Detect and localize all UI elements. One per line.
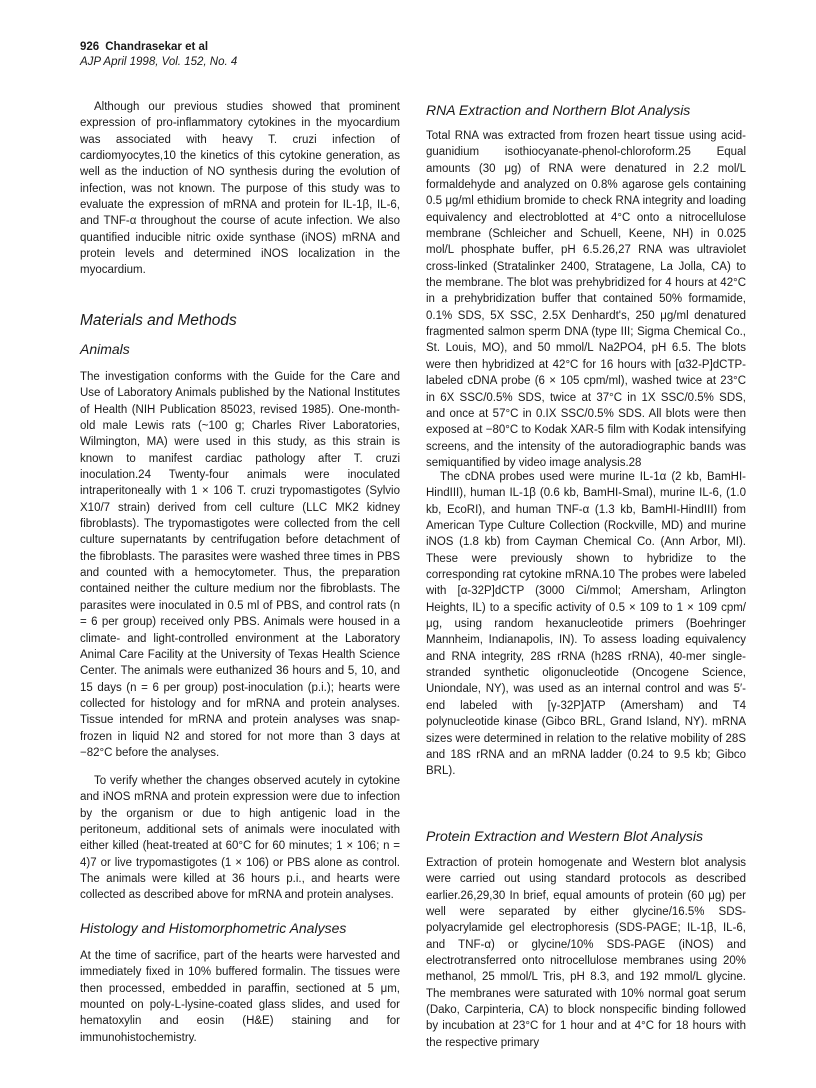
subsection-heading-animals: Animals	[80, 341, 130, 357]
section-heading-methods: Materials and Methods	[80, 312, 237, 329]
animals-paragraph-2: To verify whether the changes observed acutely in cytokine and iNOS mRNA and protein expression were due to infection by the organism or due to high antigenic load in the peritoneum, additional sets of animals were inoculated with either killed (heat-treated at 60°C for 60 minutes; 1 × 106; n = 4)7 or live trypomastigotes (1 × 106) or PBS alone as control. The animals were killed at 36 hours p.i., and hearts were collected as described above for mRNA and protein analyses.	[80, 775, 400, 902]
animals-paragraph-1: The investigation conforms with the Guide for the Care and Use of Laboratory Animals published by the National Institutes of Health (NIH Publication 85023, revised 1985). One-month-old male Lewis rats (~100 g; Charles River Laboratories, Wilmington, MA) were used in this study, as this strain is known to manifest cardiac pathology after T. cruzi inoculation.24 Twenty-four animals were inoculated intraperitoneally with 1 × 106 T. cruzi trypomastigotes (Sylvio X10/7 strain) derived from cell culture (LLC MK2 kidney fibroblasts). The trypomastigotes were collected from the cell culture supernatants by centrifugation before detachment of the fibroblasts. The parasites were washed three times in PBS and counted with a hemocytometer. Thus, the preparation contained neither the culture medium nor the fibroblasts. The parasites were inoculated in 0.5 ml of PBS, and control rats (n = 6 per group) received only PBS. Animals were housed in a climate- and light-controlled environment at the Laboratory Animal Care Facility at the University of Texas Health Science Center. The animals were euthanized 36 hours and 5, 10, and 15 days (n = 6 per group) post-inoculation (p.i.); hearts were collected for histology and for mRNA and protein analyses. Tissue intended for mRNA and protein analyses was snap-frozen in liquid N2 and stored for not more than 3 days at −82°C before the analyses.	[80, 371, 400, 759]
rna-paragraph-1: Total RNA was extracted from frozen heart tissue using acid-guanidium isothiocyanate-phenol-chloroform.25 Equal amounts (30 μg) of RNA were denatured in 2.2 mol/L formaldehyde and analyzed on 0.8% agarose gels containing 0.5 μg/ml ethidium bromide to check RNA integrity and loading equivalency and electroblotted at 4°C onto a nitrocellulose membrane (Schleicher and Schuell, Keene, NH) in 0.025 mol/L phosphate buffer, pH 6.5.26,27 RNA was ultraviolet cross-linked (Stratalinker 2400, Stratagene, La Jolla, CA) to the membrane. The blot was prehybridized for 4 hours at 42°C in a prehybridization buffer that contained 50% formamide, 0.1% SDS, 5X SSC, 2.5X Denhardt's, 250 μg/ml denatured fragmented salmon sperm DNA (type III; Sigma Chemical Co., St. Louis, MO), and 50 mmol/L Na2PO4, pH 6.5. The blots were then hybridized at 42°C for 16 hours with [α32-P]dCTP-labeled cDNA probe (6 × 105 cpm/ml), washed twice at 23°C in 6X SSC/0.5% SDS, twice at 37°C in 1X SSC/0.5% SDS, and once at 57°C in 0.IX SSC/0.5% SDS. All blots were then exposed at −80°C to Kodak XAR-5 film with Kodak intensifying screens, and the intensity of the autoradiographic bands was semiquantified by video image analysis.28	[426, 130, 746, 469]
subsection-heading-protein: Protein Extraction and Western Blot Analysis	[426, 828, 704, 844]
journal-citation: AJP April 1998, Vol. 152, No. 4	[80, 56, 238, 68]
subsection-heading-histology: Histology and Histomorphometric Analyses	[80, 920, 347, 936]
protein-paragraph: Extraction of protein homogenate and Western blot analysis were carried out using standard protocols as described earlier.26,29,30 In brief, equal amounts of protein (60 μg) per well were separated by either glycine/16.5% SDS-polyacrylamide gel electrophoresis (SDS-PAGE; IL-1β, IL-6, and TNF-α) or glycine/10% SDS-PAGE (iNOS) and electrotransferred onto nitrocellulose membranes using 20% methanol, 25 mmol/L Tris, pH 8.3, and 192 mmol/L glycine. The membranes were saturated with 10% normal goat serum (Dako, Carpinteria, CA) to block nonspecific binding followed by incubation at 23°C for 1 hour and at 4°C for 18 hours with the respective primary	[426, 857, 746, 1049]
page-number: 926	[80, 41, 100, 53]
rna-paragraph-2: The cDNA probes used were murine IL-1α (2 kb, BamHI-HindIII), human IL-1β (0.6 kb, BamHI-SmaI), murine IL-6, (1.0 kb, EcoRI), and human TNF-α (1.3 kb, BamHI-HindIII) from American Type Culture Collection (Rockville, MD) and murine iNOS (1.8 kb) from Cayman Chemical Co. (Ann Arbor, MI). These were previously shown to hybridize to the corresponding rat cytokine mRNA.10 The probes were labeled with [α-32P]dCTP (3000 Ci/mmol; Amersham, Arlington Heights, IL) to a specific activity of 0.5 × 109 to 1 × 109 cpm/μg, using random hexanucleotide primers (Boehringer Mannheim, Indianapolis, IN). To assess loading equivalency and RNA integrity, 28S rRNA (h28S rRNA), 40-mer single-stranded synthetic oligonucleotide (Oncogene Science, Uniondale, NY), was used as an internal control and was 5′-end labeled with [γ-32P]ATP (Amersham) and T4 polynucleotide kinase (Gibco BRL, Grand Island, NY). mRNA sizes were determined in relation to the relative mobility of 28S and 18S rRNA and an mRNA ladder (0.24 to 9.5 kb; Gibco BRL).	[426, 471, 746, 778]
running-authors: Chandrasekar et al	[105, 41, 209, 53]
subsection-heading-rna: RNA Extraction and Northern Blot Analysis	[426, 102, 691, 118]
intro-paragraph: Although our previous studies showed that prominent expression of pro-inflammatory cytokines in the myocardium was associated with heavy T. cruzi infection of cardiomyocytes,10 the kinetics of this cytokine generation, as well as the induction of NO synthesis during the evolution of infection, was not known. The purpose of this study was to evaluate the expression of mRNA and protein for IL-1β, IL-6, and TNF-α throughout the course of acute infection. We also quantified inducible nitric oxide synthase (iNOS) mRNA and protein levels and determined iNOS localization in the myocardium.	[80, 101, 400, 277]
running-header	[80, 40, 237, 70]
histology-paragraph: At the time of sacrifice, part of the hearts were harvested and immediately fixed in 10% buffered formalin. The tissues were then processed, embedded in paraffin, sectioned at 5 μm, mounted on poly-L-lysine-coated glass slides, and used for hematoxylin and eosin (H&E) staining and for immunohistochemistry.	[80, 950, 400, 1044]
